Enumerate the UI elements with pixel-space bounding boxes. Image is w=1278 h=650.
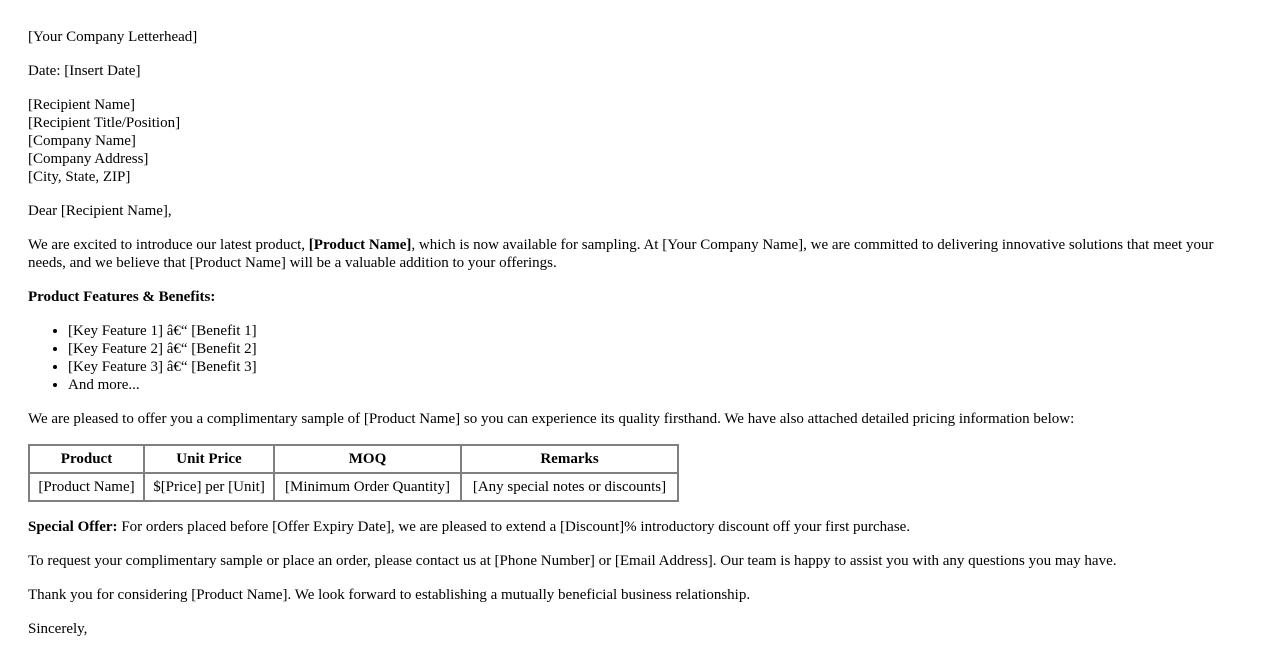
header-product: Product	[29, 445, 144, 473]
intro-product-name: [Product Name]	[308, 237, 412, 253]
header-moq: MOQ	[274, 445, 461, 473]
thanks-paragraph: Thank you for considering [Product Name]. We look forward to establishing a mutually beneficial business relationship.	[28, 587, 751, 603]
special-offer-label: Special Offer:	[28, 519, 118, 535]
contact-paragraph: To request your complimentary sample or place an order, please contact us at [Phone Number] or [Email Address]. Our team is happy to assist you with any questions you may have.	[28, 553, 1117, 569]
cell-remarks: [Any special notes or discounts]	[461, 473, 678, 501]
letterhead: [Your Company Letterhead]	[28, 29, 198, 45]
header-remarks: Remarks	[461, 445, 678, 473]
recipient-address: [Company Address]	[28, 151, 149, 167]
salutation: Dear [Recipient Name],	[28, 203, 172, 219]
cell-product: [Product Name]	[29, 473, 144, 501]
table-row	[29, 473, 678, 501]
intro-paragraph	[28, 236, 1238, 272]
special-offer-paragraph	[28, 518, 1278, 536]
closing: Sincerely,	[28, 621, 88, 637]
recipient-block	[28, 96, 1278, 186]
date-line: Date: [Insert Date]	[28, 63, 141, 79]
recipient-name: [Recipient Name]	[28, 97, 136, 113]
pricing-table	[28, 444, 679, 502]
feature-item: • [Key Feature 2] â€“ [Benefit 2]	[68, 340, 1278, 358]
features-list	[28, 322, 1278, 394]
feature-item: • [Key Feature 3] â€“ [Benefit 3]	[68, 358, 1278, 376]
cell-unit-price: $[Price] per [Unit]	[144, 473, 274, 501]
intro-text-before: We are excited to introduce our latest product,	[28, 237, 309, 253]
feature-item: • And more...	[68, 376, 1278, 394]
features-heading: Product Features & Benefits:	[28, 289, 216, 305]
sample-paragraph: We are pleased to offer you a complimentary sample of [Product Name] so you can experience its quality firsthand. We have also attached detailed pricing information below:	[28, 411, 1075, 427]
recipient-company: [Company Name]	[28, 133, 136, 149]
intro-text-after: , which is now available for sampling. At [Your Company Name], we are committed to delivering innovative solutions that meet your needs, and we believe that [Product Name] will be a valuable addition to your offerings.	[28, 237, 1214, 271]
feature-item: • [Key Feature 1] â€“ [Benefit 1]	[68, 322, 1278, 340]
cell-moq: [Minimum Order Quantity]	[274, 473, 461, 501]
special-offer-text: For orders placed before [Offer Expiry Date], we are pleased to extend a [Discount]% introductory discount off your first purchase.	[117, 519, 911, 535]
header-unit-price: Unit Price	[144, 445, 274, 473]
recipient-city-state-zip: [City, State, ZIP]	[28, 169, 131, 185]
table-header-row	[29, 445, 678, 473]
recipient-title: [Recipient Title/Position]	[28, 115, 181, 131]
